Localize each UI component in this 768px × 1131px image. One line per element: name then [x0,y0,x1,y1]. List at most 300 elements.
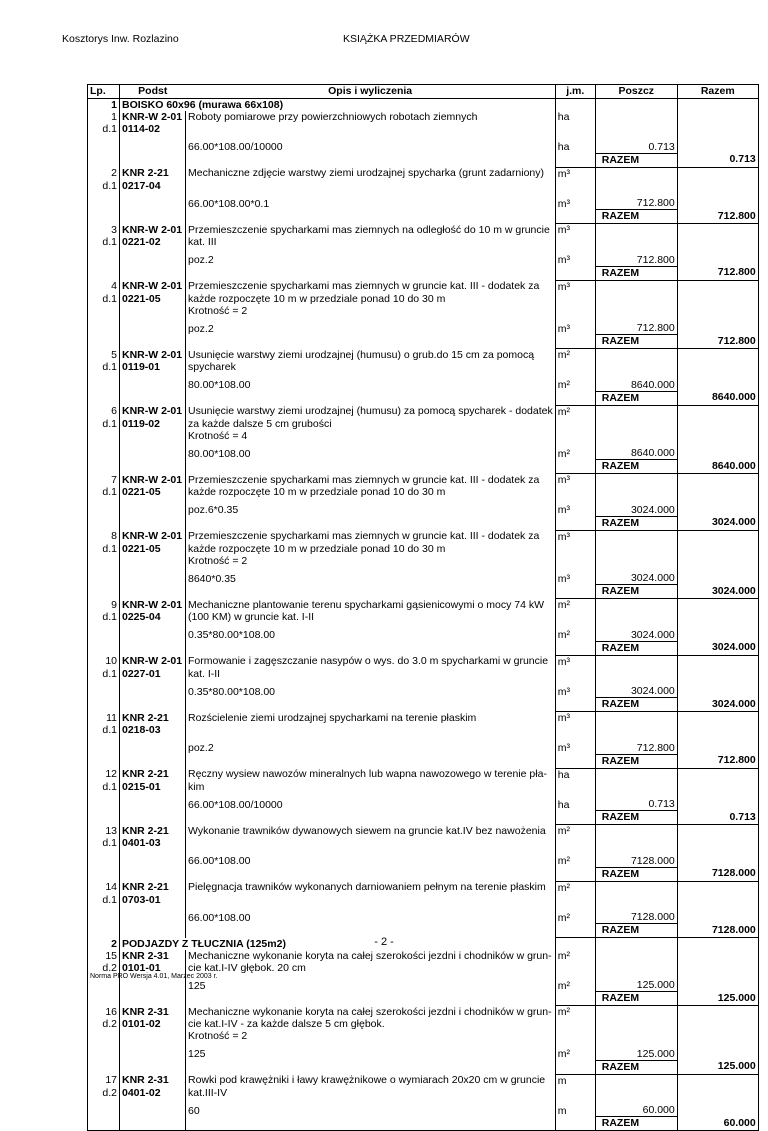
subtotal-value [595,655,677,668]
position-number: d.1 [88,361,120,373]
calculation-row [88,317,759,335]
position-number [88,248,120,266]
description-text: 125 [186,1042,556,1060]
description-cell [186,335,556,349]
description-text: Krotność = 2 [186,305,556,317]
total-row [88,867,759,881]
subtotal-value: 3024.000 [595,680,677,698]
col-header-opis: Opis i wyliczenia [186,85,556,99]
unit-of-measure: m² [555,623,595,641]
position-number [88,849,120,867]
unit-of-measure: ha [555,111,595,123]
total-cell [677,123,758,135]
position-row [88,655,759,668]
unit-of-measure: ha [555,793,595,811]
description-text: poz.2 [186,317,556,335]
total-cell [677,530,758,543]
unit-cell [555,460,595,474]
total-cell [677,293,758,305]
norm-code: 0221-05 [122,486,161,498]
total-cell [677,894,758,906]
subtotal-value [595,418,677,430]
position-number: 7 [88,474,120,487]
unit-of-measure [555,555,595,567]
position-row [88,555,759,567]
total-row [88,754,759,768]
total-row [88,1060,759,1074]
total-value: 60.000 [677,1117,758,1131]
code-cell [120,335,186,349]
subtotal-value [595,293,677,305]
position-number: d.1 [88,123,120,135]
total-label: RAZEM [595,266,677,280]
lp-cell [88,1060,120,1074]
position-number: 16 [88,1006,120,1019]
norm-code: 0225-04 [122,611,161,623]
subtotal-value [595,668,677,680]
subtotal-value [595,111,677,123]
code-cell [120,210,186,224]
position-row [88,349,759,362]
col-header-podst: Podst [120,85,186,99]
norm-code: KNR 2-21 [122,881,169,893]
position-row [88,712,759,725]
position-row [88,111,759,123]
subtotal-value [595,361,677,373]
norm-code [120,317,186,335]
norm-code [120,623,186,641]
norm-code: 0215-01 [122,780,161,793]
total-value: 125.000 [677,992,758,1006]
unit-of-measure: m² [555,599,595,612]
total-cell [677,1006,758,1019]
code-cell [120,1117,186,1131]
position-row [88,724,759,736]
unit-of-measure: m³ [555,567,595,585]
code-cell [120,153,186,167]
section-row [88,99,759,112]
code-cell [120,1060,186,1074]
description-text: Mechaniczne plantowanie terenu spycharkami gąsienicowymi o mocy 74 kW [186,599,556,612]
total-cell [677,418,758,430]
position-number: d.1 [88,611,120,623]
subtotal-value [595,1030,677,1042]
unit-of-measure [555,962,595,974]
unit-of-measure: m³ [555,736,595,754]
calculation-row [88,906,759,924]
description-text: Przemieszczenie spycharkami mas ziemnych na odległość do 10 m w gruncie [186,224,556,237]
unit-of-measure: m² [555,1042,595,1060]
unit-cell [555,391,595,405]
position-row [88,950,759,962]
total-label: RAZEM [595,698,677,712]
unit-of-measure: m² [555,442,595,460]
position-number: 4 [88,280,120,293]
subtotal-value [595,530,677,543]
calculation-row [88,1099,759,1117]
unit-of-measure: m [555,1099,595,1117]
unit-of-measure: m³ [555,280,595,293]
unit-of-measure: m³ [555,474,595,487]
total-cell [677,1087,758,1099]
total-row [88,585,759,599]
description-text: 66.00*108.00/10000 [186,135,556,153]
unit-of-measure [555,236,595,248]
calculation-row [88,248,759,266]
total-cell [677,280,758,293]
position-number: 9 [88,599,120,612]
norm-code: KNR-W 2-01 [122,111,183,123]
norm-code: KNR-W 2-01 [122,405,183,417]
lp-cell [88,153,120,167]
total-label: RAZEM [595,335,677,349]
position-number: 15 [88,950,120,962]
subtotal-value [595,611,677,623]
subtotal-value [595,236,677,248]
unit-cell [555,811,595,825]
position-number [88,1099,120,1117]
code-cell [120,516,186,530]
total-cell [677,623,758,641]
subtotal-value [595,349,677,362]
description-cell [186,1117,556,1131]
position-row [88,236,759,248]
norm-code [120,192,186,210]
total-cell [677,442,758,460]
description-text: cie kat.I-IV - za każde dalsze 5 cm głębok. [186,1018,556,1030]
calculation-row [88,680,759,698]
total-row [88,811,759,825]
norm-code [120,736,186,754]
col-header-jm: j.m. [555,85,595,99]
subtotal-value [595,1074,677,1087]
description-text: 0.35*80.00*108.00 [186,623,556,641]
unit-cell [555,266,595,280]
unit-of-measure: m² [555,1006,595,1019]
unit-of-measure: ha [555,135,595,153]
unit-of-measure [555,418,595,430]
position-number: d.1 [88,668,120,680]
unit-cell [555,210,595,224]
subtotal-value [595,224,677,237]
description-cell [186,867,556,881]
unit-cell [555,1060,595,1074]
subtotal-value [595,962,677,974]
description-text [186,894,556,906]
total-cell [677,611,758,623]
norm-code: 0119-02 [122,417,160,430]
position-number: d.1 [88,293,120,305]
position-number: d.1 [88,781,120,793]
position-number: d.1 [88,894,120,906]
position-number [88,623,120,641]
subtotal-value: 7128.000 [595,849,677,867]
total-value: 3024.000 [677,516,758,530]
total-cell [677,180,758,192]
description-text [186,123,556,135]
description-text: Ręczny wysiew nawozów mineralnych lub wapna nawozowego w terenie pła- [186,768,556,781]
norm-code: KNR 2-21 [122,768,169,780]
norm-code [120,1042,186,1060]
description-cell [186,585,556,599]
description-cell [186,460,556,474]
total-value: 7128.000 [677,924,758,938]
subtotal-value [595,1006,677,1019]
position-row [88,825,759,838]
position-number: 10 [88,655,120,668]
subtotal-value: 712.800 [595,192,677,210]
position-number [88,498,120,516]
lp-cell [88,335,120,349]
position-number [88,305,120,317]
lp-cell [88,811,120,825]
description-text: Mechaniczne zdjęcie warstwy ziemi urodzajnej spycharka (grunt zadarniony) [186,167,556,180]
unit-of-measure [555,837,595,849]
description-cell [186,210,556,224]
position-number: d.1 [88,418,120,430]
lp-cell [88,585,120,599]
total-cell [677,1018,758,1030]
page-number: - 2 - [374,936,394,948]
subtotal-value [595,950,677,962]
position-number: 6 [88,405,120,418]
description-text: 66.00*108.00 [186,906,556,924]
description-text: Pielęgnacja trawników wykonanych darniowaniem pełnym na terenie płaskim [186,881,556,894]
subtotal-value [595,712,677,725]
position-number [88,567,120,585]
description-text: Krotność = 4 [186,430,556,442]
total-cell [677,1030,758,1042]
calculation-row [88,623,759,641]
unit-of-measure: m³ [555,167,595,180]
subtotal-value [595,837,677,849]
subtotal-value [595,894,677,906]
position-row [88,1006,759,1019]
position-number: d.1 [88,724,120,736]
total-label: RAZEM [595,153,677,167]
section-number: 1 [88,99,120,112]
calculation-row [88,192,759,210]
total-cell [677,192,758,210]
unit-of-measure [555,724,595,736]
unit-of-measure: m² [555,974,595,992]
subtotal-value: 712.800 [595,248,677,266]
description-cell [186,266,556,280]
total-cell [677,962,758,974]
position-number [88,793,120,811]
unit-of-measure: m² [555,825,595,838]
norm-code: KNR 2-31 [122,1074,169,1086]
position-row [88,123,759,135]
subtotal-value [595,1018,677,1030]
description-text: 66.00*108.00 [186,849,556,867]
unit-of-measure: m³ [555,248,595,266]
unit-of-measure [555,123,595,135]
total-cell [677,768,758,781]
unit-of-measure [555,894,595,906]
position-number: 2 [88,167,120,180]
position-number: d.2 [88,962,120,974]
lp-cell [88,266,120,280]
total-row [88,641,759,655]
norm-code: KNR-W 2-01 [122,280,183,292]
total-row [88,460,759,474]
norm-code: KNR 2-31 [122,1005,169,1018]
norm-code [120,567,186,585]
position-number: d.2 [88,1018,120,1030]
description-text: każde rozpoczęte 10 m w przedziale ponad 10 do 30 m [186,486,556,498]
description-cell [186,153,556,167]
total-cell [677,1099,758,1117]
subtotal-value [595,180,677,192]
description-text: Usunięcie warstwy ziemi urodzajnej (humusu) o grub.do 15 cm za pomocą [186,349,556,362]
description-text: każde rozpoczęte 10 m w przedziale ponad 10 do 30 m [186,543,556,555]
calculation-row [88,498,759,516]
calculation-row [88,736,759,754]
position-number: 11 [88,712,120,725]
description-text: 0.35*80.00*108.00 [186,680,556,698]
subtotal-value [595,768,677,781]
description-text: Krotność = 2 [186,555,556,567]
total-cell [677,405,758,418]
total-cell [677,1042,758,1060]
position-number: 17 [88,1074,120,1087]
description-text: poz.2 [186,248,556,266]
position-row [88,180,759,192]
position-row [88,486,759,498]
total-value: 0.713 [677,153,758,167]
subtotal-value [595,781,677,793]
total-cell [677,373,758,391]
norm-code: 0114-02 [122,123,160,135]
norm-code [120,555,186,567]
description-cell [186,754,556,768]
lp-cell [88,698,120,712]
total-cell [677,906,758,924]
lp-cell [88,641,120,655]
unit-cell [555,516,595,530]
unit-of-measure [555,430,595,442]
description-text: poz.6*0.35 [186,498,556,516]
position-number: 14 [88,881,120,894]
code-cell [120,391,186,405]
unit-of-measure [555,668,595,680]
total-cell [677,724,758,736]
description-text: Usunięcie warstwy ziemi urodzajnej (humusu) za pomocą spycharek - dodatek [186,405,556,418]
norm-code [120,305,186,317]
subtotal-value: 8640.000 [595,442,677,460]
description-text: (100 KM) w gruncie kat. I-II [186,611,556,623]
unit-of-measure [555,1087,595,1099]
unit-of-measure [555,305,595,317]
norm-code: 0119-01 [122,361,160,373]
norm-code: KNR 2-21 [122,824,169,837]
position-row [88,1074,759,1087]
table-header-row [88,85,759,99]
position-row [88,962,759,974]
unit-of-measure [555,486,595,498]
subtotal-value: 712.800 [595,736,677,754]
total-cell [677,837,758,849]
total-cell [677,974,758,992]
norm-code: 0227-01 [122,667,161,680]
description-text: Wykonanie trawników dywanowych siewem na gruncie kat.IV bez nawożenia [186,825,556,838]
lp-cell [88,210,120,224]
unit-of-measure: ha [555,768,595,781]
unit-of-measure: m³ [555,655,595,668]
norm-code: KNR-W 2-01 [122,655,183,667]
norm-code: KNR-W 2-01 [122,598,183,611]
calculation-row [88,135,759,153]
description-text: kat. III [186,236,556,248]
position-row [88,543,759,555]
description-text: za każde dalsze 5 cm grubości [186,418,556,430]
description-cell [186,391,556,405]
total-cell [677,567,758,585]
position-number: d.1 [88,543,120,555]
position-row [88,668,759,680]
position-row [88,280,759,293]
subtotal-value: 3024.000 [595,567,677,585]
total-value: 712.800 [677,754,758,768]
total-value: 712.800 [677,266,758,280]
description-text: 8640*0.35 [186,567,556,585]
code-cell [120,641,186,655]
norm-code: KNR 2-21 [122,167,169,179]
total-label: RAZEM [595,811,677,825]
position-number: d.1 [88,180,120,192]
code-cell [120,460,186,474]
description-text [186,724,556,736]
subtotal-value [595,474,677,487]
total-label: RAZEM [595,641,677,655]
section-title: PODJAZDY Z TŁUCZNIA (125m2) [122,937,286,950]
unit-of-measure: m³ [555,224,595,237]
total-cell [677,668,758,680]
total-row [88,698,759,712]
total-cell [677,430,758,442]
total-cell [677,224,758,237]
calculation-row [88,567,759,585]
position-number: 5 [88,349,120,362]
norm-code [120,849,186,867]
position-number [88,680,120,698]
document-source-header: Kosztorys Inw. Rozlazino [62,33,179,45]
norm-code [120,442,186,460]
position-row [88,305,759,317]
total-row [88,266,759,280]
norm-code: KNR 2-21 [122,711,169,724]
total-label: RAZEM [595,585,677,599]
norm-code: 0401-03 [122,837,161,849]
total-row [88,335,759,349]
unit-of-measure [555,543,595,555]
total-value: 3024.000 [677,698,758,712]
unit-of-measure: m² [555,405,595,418]
total-cell [677,849,758,867]
unit-cell [555,153,595,167]
calculation-row [88,442,759,460]
subtotal-value [595,167,677,180]
unit-of-measure [555,180,595,192]
total-cell [677,305,758,317]
total-cell [677,781,758,793]
total-label: RAZEM [595,1060,677,1074]
unit-of-measure: m³ [555,317,595,335]
total-value: 712.800 [677,335,758,349]
subtotal-value [595,555,677,567]
position-row [88,599,759,612]
